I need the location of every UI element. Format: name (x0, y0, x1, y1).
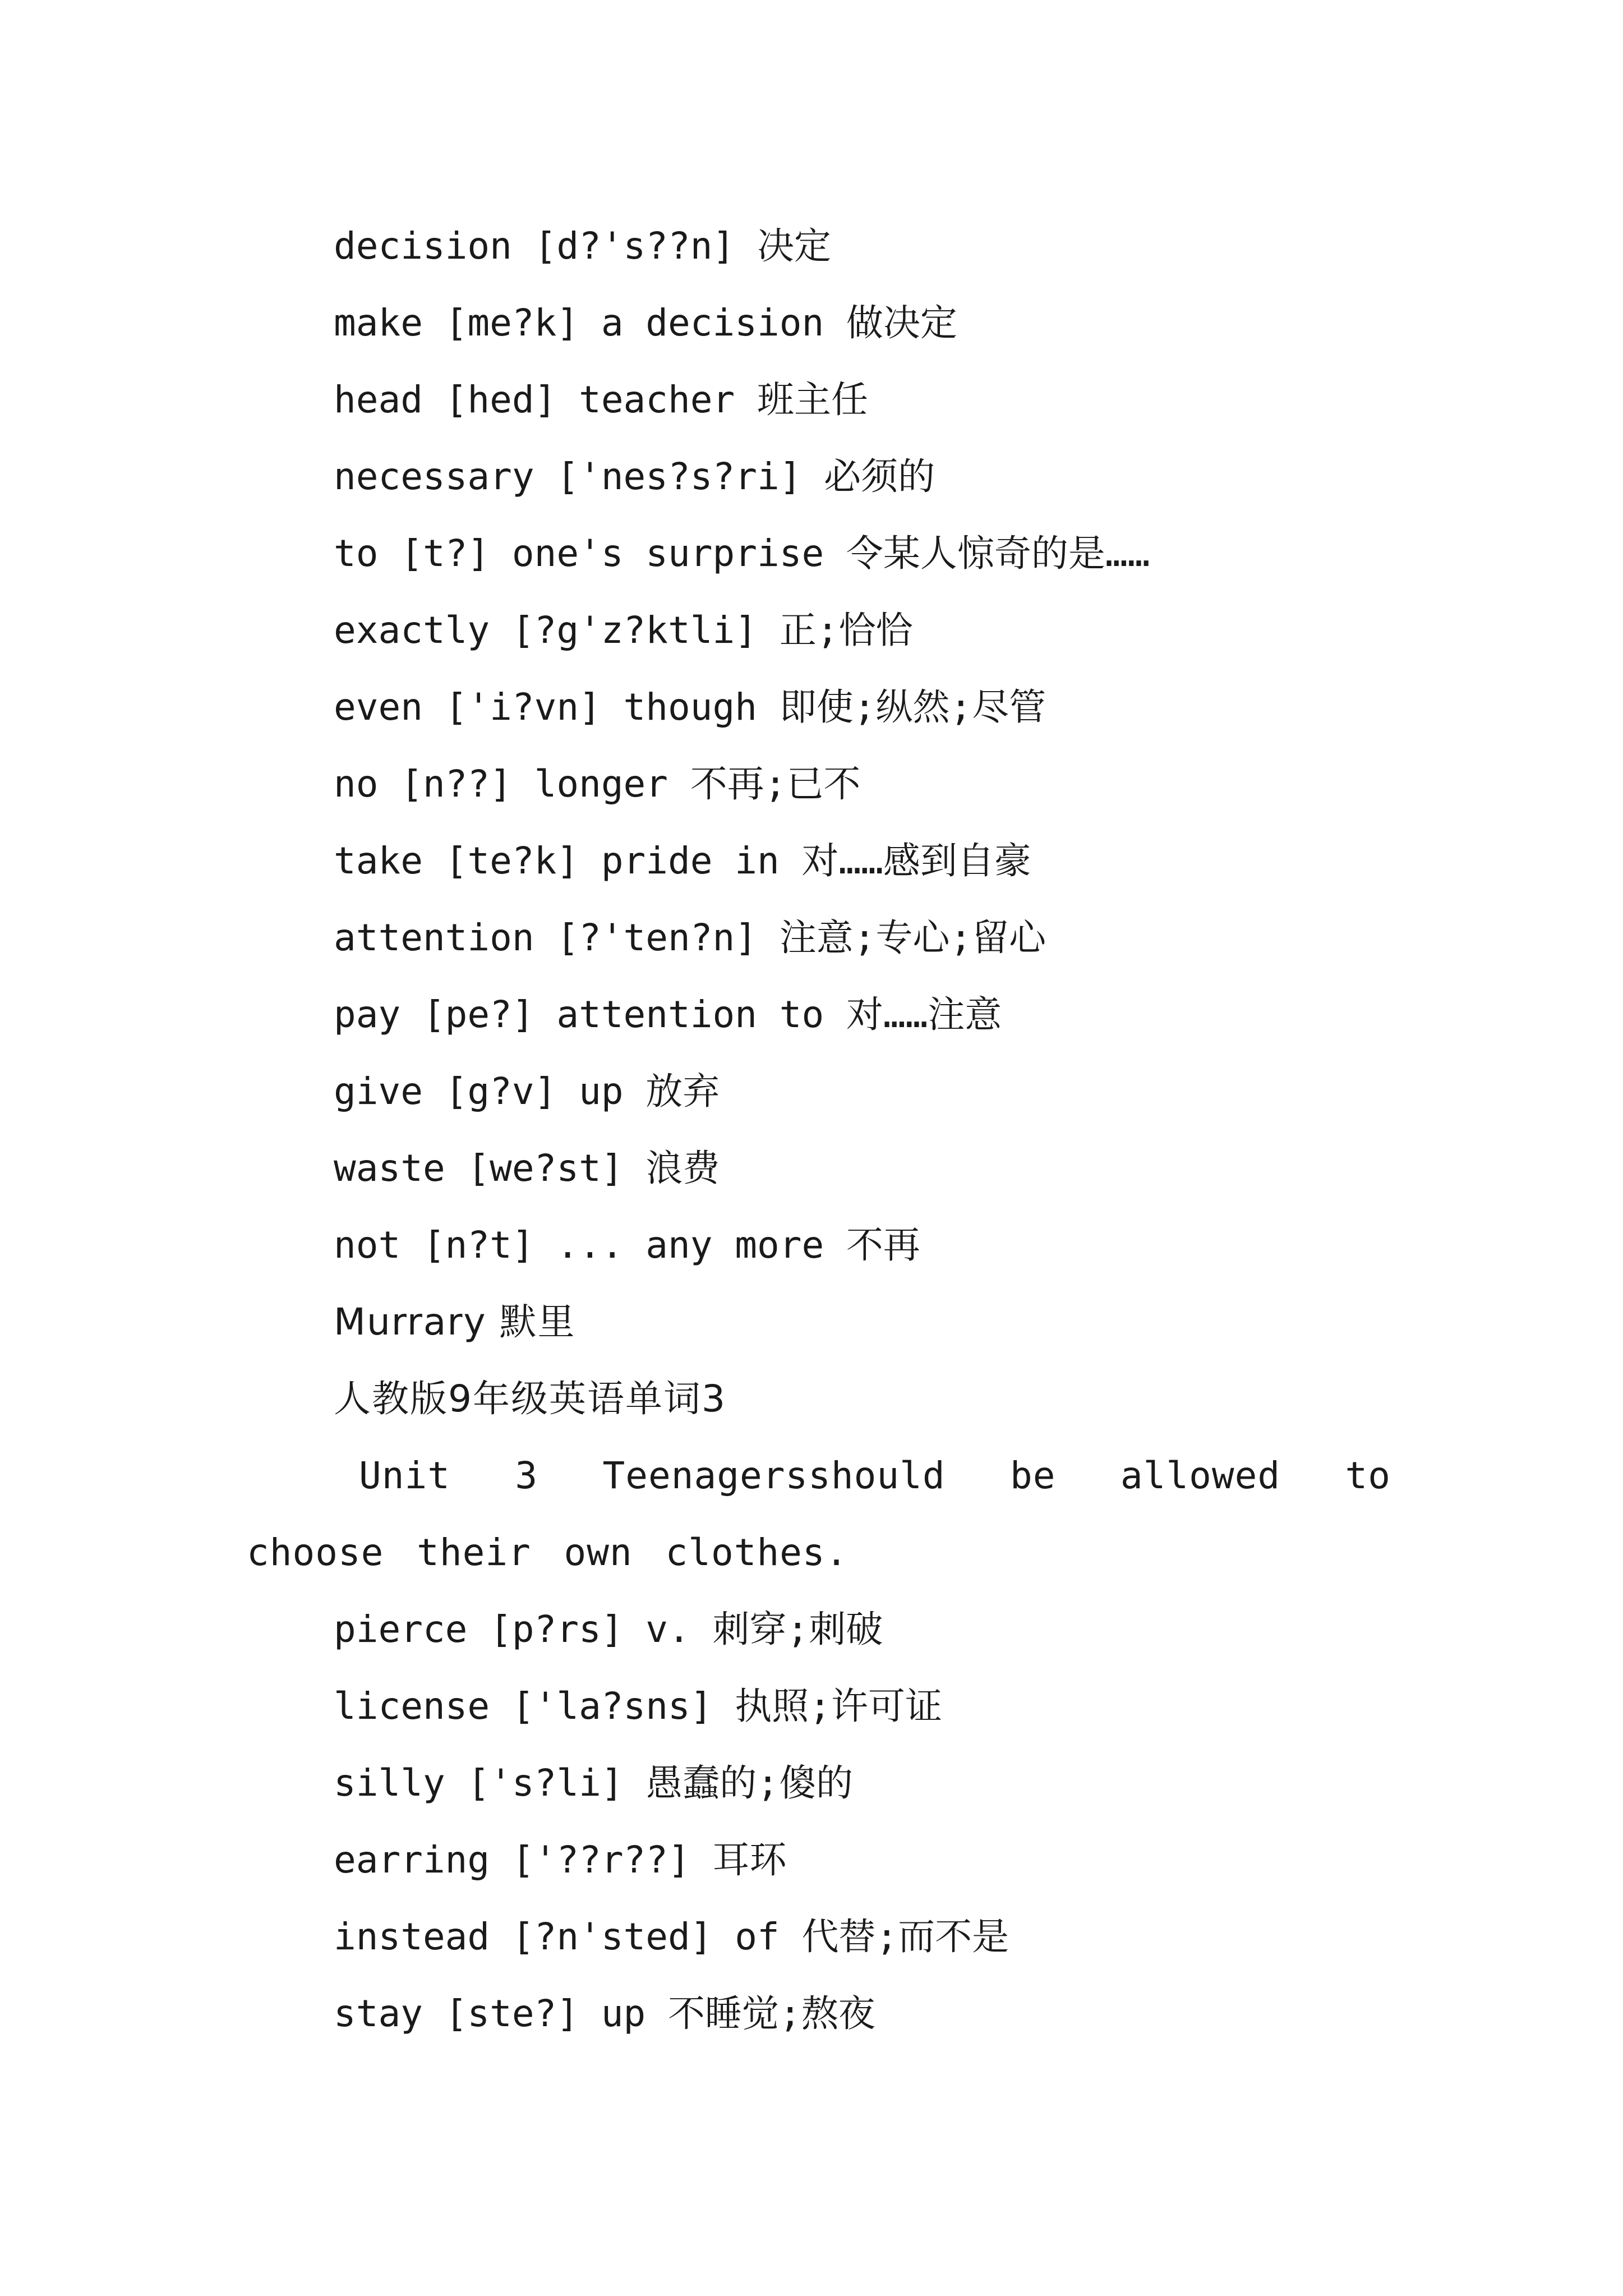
vocab-entry: pierce [p?rs] v. 刺穿;刺破 (334, 1608, 883, 1651)
vocab-entry: give [g?v] up 放弃 (334, 1070, 720, 1113)
vocab-entry: even ['i?vn] though 即使;纵然;尽管 (334, 685, 1046, 729)
vocab-entry: pay [pe?] attention to 对……注意 (334, 993, 1002, 1036)
vocab-entry: not [n?t] ... any more 不再 (334, 1223, 920, 1267)
vocab-entry: attention [?'ten?n] 注意;专心;留心 (334, 916, 1046, 959)
vocab-entry: no [n??] longer 不再;已不 (334, 762, 861, 806)
vocab-entry: exactly [?g'z?ktli] 正;恰恰 (334, 609, 913, 652)
vocab-entry: Murrary 默里 (334, 1300, 576, 1343)
vocab-entry: instead [?n'sted] of 代替;而不是 (334, 1915, 1009, 1958)
vocab-entry: decision [d?'s??n] 决定 (334, 224, 831, 268)
vocab-entry: license ['la?sns] 执照;许可证 (334, 1685, 942, 1728)
vocab-entry: head [hed] teacher 班主任 (334, 378, 868, 421)
vocabulary-list (247, 208, 1391, 2052)
vocab-entry: stay [ste?] up 不睡觉;熬夜 (334, 1992, 875, 2035)
vocab-entry: silly ['s?li] 愚蠢的;傻的 (334, 1761, 854, 1805)
section-title: 人教版9年级英语单词3 (334, 1377, 726, 1420)
vocab-entry: make [me?k] a decision 做决定 (334, 301, 957, 344)
vocab-entry: to [t?] one's surprise 令某人惊奇的是…… (334, 532, 1150, 575)
unit-heading: Unit 3 Teenagersshould be allowed to choose their own clothes. (247, 1454, 1391, 1574)
vocab-entry: take [te?k] pride in 对……感到自豪 (334, 839, 1031, 882)
vocab-entry: waste [we?st] 浪费 (334, 1147, 720, 1190)
vocab-entry: necessary ['nes?s?ri] 必须的 (334, 455, 935, 498)
vocab-entry: earring ['??r??] 耳环 (334, 1838, 787, 1881)
